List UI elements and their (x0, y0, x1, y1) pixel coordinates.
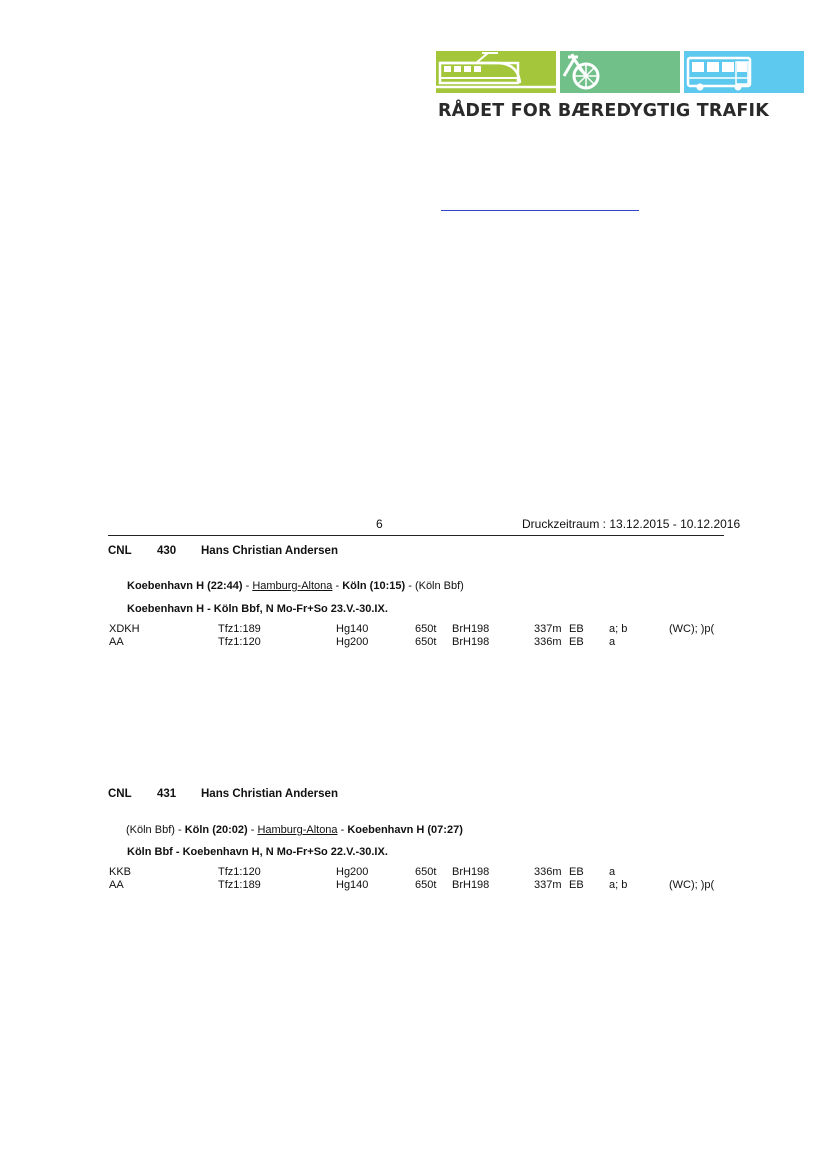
cell-weight: 650t (415, 623, 437, 635)
cell-vehicle: XDKH (109, 623, 140, 635)
route-stop: Köln (10:15) (342, 580, 406, 592)
cell-speed: Hg200 (336, 636, 369, 648)
route-stop: Koebenhavn H (07:27) (347, 824, 463, 836)
cell-notes: a (609, 636, 616, 648)
route-stop: (Köln Bbf) (414, 580, 464, 592)
cell-traction: Tfz1:120 (218, 866, 261, 878)
bus-panel (684, 51, 804, 93)
cell-code: EB (569, 623, 584, 635)
cell-code: EB (569, 866, 584, 878)
route-stop: Köln (20:02) (184, 824, 248, 836)
train-type: CNL (108, 788, 132, 800)
train-name: Hans Christian Andersen (201, 788, 338, 800)
cell-brake: BrH198 (452, 866, 490, 878)
train-route (126, 824, 463, 836)
route-separator: - (247, 824, 258, 836)
route-separator: - (332, 580, 343, 592)
route-stop: (Köln Bbf) (126, 824, 175, 836)
page-number: 6 (376, 517, 383, 531)
cell-length: 336m (534, 866, 562, 878)
route-separator: - (242, 580, 253, 592)
route-stop: Koebenhavn H (22:44) (127, 580, 243, 592)
tram-panel (436, 51, 556, 93)
cell-weight: 650t (415, 866, 437, 878)
tram-icon (436, 51, 556, 93)
route-separator: - (405, 580, 415, 592)
train-name: Hans Christian Andersen (201, 545, 338, 557)
cell-traction: Tfz1:189 (218, 879, 261, 891)
service-line: Köln Bbf - Koebenhavn H, N Mo-Fr+So 22.V.-30.IX. (127, 846, 388, 858)
table-row (109, 879, 729, 893)
cell-vehicle: AA (109, 879, 124, 891)
cell-weight: 650t (415, 879, 437, 891)
cell-length: 337m (534, 623, 562, 635)
header-rule (108, 535, 724, 536)
cell-amenities: (WC); )p( (669, 879, 715, 891)
table-row (109, 623, 729, 637)
route-stop: Hamburg-Altona (257, 824, 338, 836)
cell-notes: a; b (609, 623, 628, 635)
cell-length: 336m (534, 636, 562, 648)
cell-brake: BrH198 (452, 879, 490, 891)
train-number: 431 (157, 788, 177, 800)
hyperlink-underline[interactable] (441, 210, 639, 211)
cell-weight: 650t (415, 636, 437, 648)
train-type: CNL (108, 545, 132, 557)
table-row (109, 636, 729, 650)
cell-traction: Tfz1:189 (218, 623, 261, 635)
bus-icon (684, 51, 804, 93)
cell-notes: a (609, 866, 616, 878)
route-separator: - (174, 824, 185, 836)
print-period: Druckzeitraum : 13.12.2015 - 10.12.2016 (522, 517, 741, 531)
cell-code: EB (569, 879, 584, 891)
table-row (109, 866, 729, 880)
service-line: Koebenhavn H - Köln Bbf, N Mo-Fr+So 23.V.-30.IX. (127, 603, 388, 615)
cell-traction: Tfz1:120 (218, 636, 261, 648)
cell-amenities: (WC); )p( (669, 623, 715, 635)
train-header (108, 788, 708, 802)
cell-brake: BrH198 (452, 636, 490, 648)
train-number: 430 (157, 545, 177, 557)
route-stop: Hamburg-Altona (252, 580, 333, 592)
route-separator: - (337, 824, 348, 836)
cell-code: EB (569, 636, 584, 648)
cell-speed: Hg140 (336, 879, 369, 891)
train-route (127, 580, 464, 592)
organization-logo (436, 51, 804, 123)
cell-speed: Hg200 (336, 866, 369, 878)
cell-brake: BrH198 (452, 623, 490, 635)
cell-vehicle: AA (109, 636, 124, 648)
bike-panel (560, 51, 680, 93)
bicycle-icon (560, 51, 680, 93)
train-header (108, 545, 708, 559)
cell-notes: a; b (609, 879, 628, 891)
cell-length: 337m (534, 879, 562, 891)
cell-vehicle: KKB (109, 866, 132, 878)
cell-speed: Hg140 (336, 623, 369, 635)
logo-wordmark: RÅDET FOR BÆREDYGTIG TRAFIK (438, 101, 769, 121)
